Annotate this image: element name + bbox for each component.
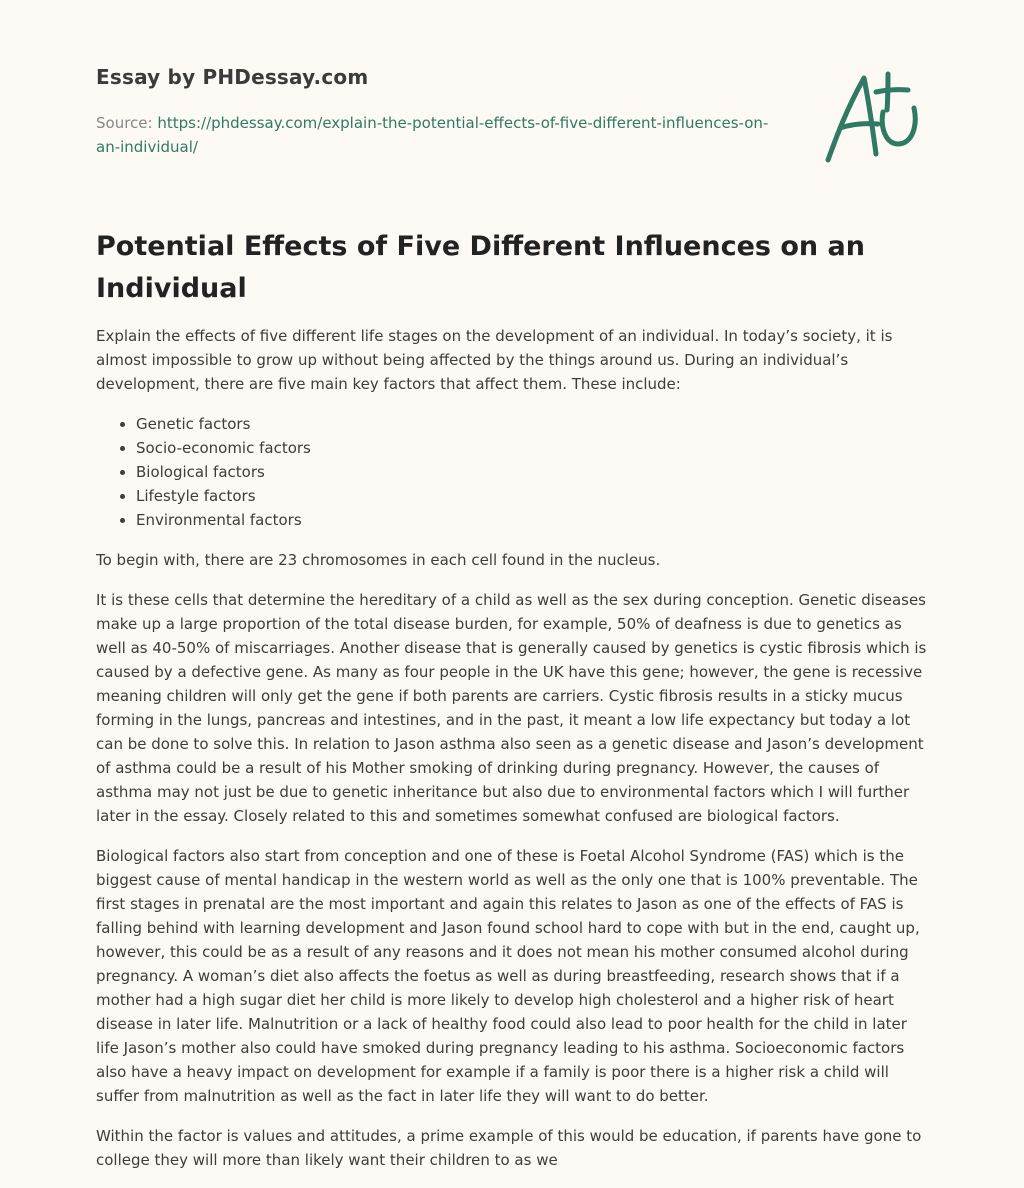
body-paragraph: It is these cells that determine the hereditary of a child as well as the sex during conception. Genetic diseases make up a large proportion of the total disease burden, for example, 50% of deafness is due to genetics as well as 40-50% of miscarriages. Another disease that is generally caused by genetics is cystic fibrosis which is caused by a defective gene. As many as four people in the UK have this gene; however, the gene is recessive meaning children will only get the gene if both parents are carriers. Cystic fibrosis results in a sticky mucus forming in the lungs, pancreas and intestines, and in the past, it meant a low life expectancy but today a lot can be done to solve this. In relation to Jason asthma also seen as a genetic disease and Jason’s development of asthma could be a result of his Mother smoking of drinking during pregnancy. However, the causes of asthma may not just be due to genetic inheritance but also due to environmental factors which I will further later in the essay. Closely related to this and sometimes somewhat confused are biological factors. [96, 591, 927, 825]
a-plus-logo-graphic [822, 68, 926, 164]
list-item: • Environmental factors [136, 508, 932, 532]
source-link[interactable]: https://phdessay.com/explain-the-potential-effects-of-five-different-influences-on-an-individual/ [96, 114, 769, 156]
source-label: Source: [96, 114, 153, 132]
intro-paragraph: Explain the effects of five different life stages on the development of an individual. In today’s society, it is almost impossible to grow up without being affected by the things around us. During an individual’s development, there are five main key factors that affect them. These include: [96, 327, 893, 393]
a-plus-grade-icon [822, 68, 926, 164]
factors-list [96, 412, 932, 532]
essay-body [96, 324, 932, 1188]
essay-title: Potential Effects of Five Different Influences on an Individual [96, 231, 865, 304]
body-paragraph: Biological factors also start from conception and one of these is Foetal Alcohol Syndrome (FAS) which is the biggest cause of mental handicap in the western world as well as the only one that is 100% preventable. The first stages in prenatal are the most important and again this relates to Jason as one of the effects of FAS is falling behind with learning development and Jason found school hard to cope with but in the end, caught up, however, this could be as a result of any reasons and it does not mean his mother consumed alcohol during pregnancy. A woman’s diet also affects the foetus as well as during breastfeeding, research shows that if a mother had a high sugar diet her child is more likely to develop high cholesterol and a higher risk of heart disease in later life. Malnutrition or a lack of healthy food could also lead to poor health for the child in later life Jason’s mother also could have smoked during pregnancy leading to his asthma. Socioeconomic factors also have a heavy impact on development for example if a family is poor there is a higher risk a child will suffer from malnutrition as well as the fact in later life they will want to do better. [96, 847, 920, 1105]
list-item: • Socio-economic factors [136, 436, 932, 460]
site-brand: Essay by PHDessay.com [96, 65, 369, 89]
source-line [96, 111, 776, 159]
body-paragraph: Within the factor is values and attitudes, a prime example of this would be education, if parents have gone to college they will more than likely want their children to as we [96, 1127, 922, 1169]
list-item: • Genetic factors [136, 412, 932, 436]
body-paragraph: To begin with, there are 23 chromosomes in each cell found in the nucleus. [96, 551, 661, 569]
list-item: • Biological factors [136, 460, 932, 484]
list-item: • Lifestyle factors [136, 484, 932, 508]
